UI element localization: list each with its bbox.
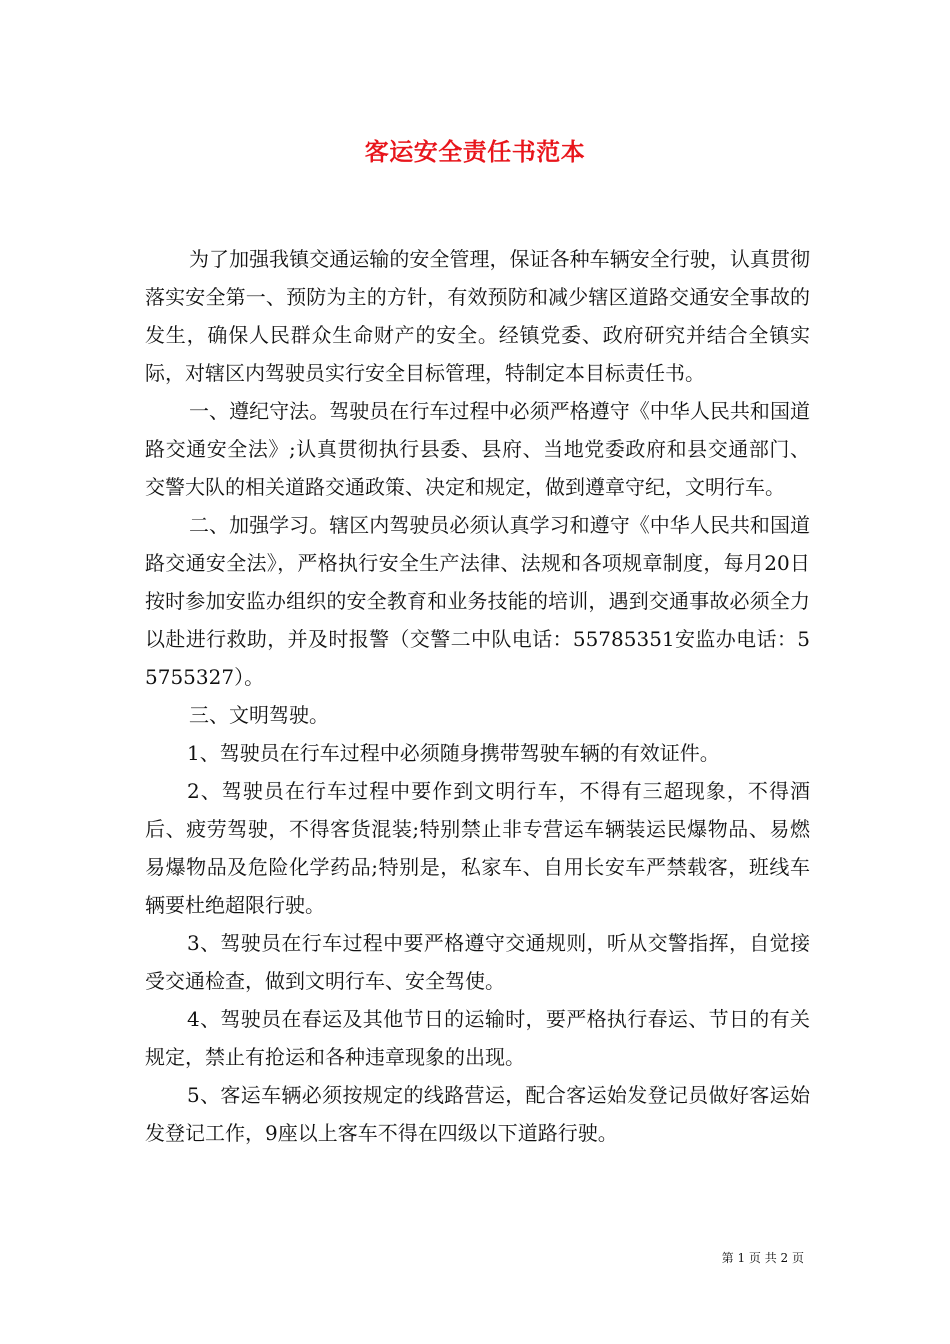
- item-4-paragraph: 4、驾驶员在春运及其他节日的运输时，要严格执行春运、节日的有关规定，禁止有抢运和各种违章现象的出现。: [145, 1007, 810, 1069]
- document-body: [145, 240, 810, 1152]
- section-1-paragraph: 一、遵纪守法。驾驶员在行车过程中必须严格遵守《中华人民共和国道路交通安全法》;认真贯彻执行县委、县府、当地党委政府和县交通部门、交警大队的相关道路交通政策、决定和规定，做到遵章守纪，文明行车。: [145, 399, 810, 499]
- page-number-footer: 第 1 页 共 2 页: [721, 1251, 804, 1265]
- section-2-paragraph: 二、加强学习。辖区内驾驶员必须认真学习和遵守《中华人民共和国道路交通安全法》，严格执行安全生产法律、法规和各项规章制度，每月20日按时参加安监办组织的安全教育和业务技能的培训，遇到交通事故必须全力以赴进行救助，并及时报警（交警二中队电话：55785351安监办电话：55755327）。: [145, 513, 810, 689]
- item-5-paragraph: 5、客运车辆必须按规定的线路营运，配合客运始发登记员做好客运始发登记工作，9座以上客车不得在四级以下道路行驶。: [145, 1083, 810, 1145]
- item-3-paragraph: 3、驾驶员在行车过程中要严格遵守交通规则，听从交警指挥，自觉接受交通检查，做到文明行车、安全驾使。: [145, 931, 810, 993]
- item-2-paragraph: 2、驾驶员在行车过程中要作到文明行车，不得有三超现象，不得酒后、疲劳驾驶，不得客货混装;特别禁止非专营运车辆装运民爆物品、易燃易爆物品及危险化学药品;特别是，私家车、自用长安车严禁载客，班线车辆要杜绝超限行驶。: [145, 779, 810, 917]
- section-3-heading: 三、文明驾驶。: [189, 703, 329, 727]
- document-title: 客运安全责任书范本: [364, 137, 586, 166]
- item-1-paragraph: 1、驾驶员在行车过程中必须随身携带驾驶车辆的有效证件。: [187, 741, 720, 765]
- intro-paragraph: 为了加强我镇交通运输的安全管理，保证各种车辆安全行驶，认真贯彻落实安全第一、预防为主的方针，有效预防和减少辖区道路交通安全事故的发生，确保人民群众生命财产的安全。经镇党委、政府研究并结合全镇实际，对辖区内驾驶员实行安全目标管理，特制定本目标责任书。: [145, 247, 810, 385]
